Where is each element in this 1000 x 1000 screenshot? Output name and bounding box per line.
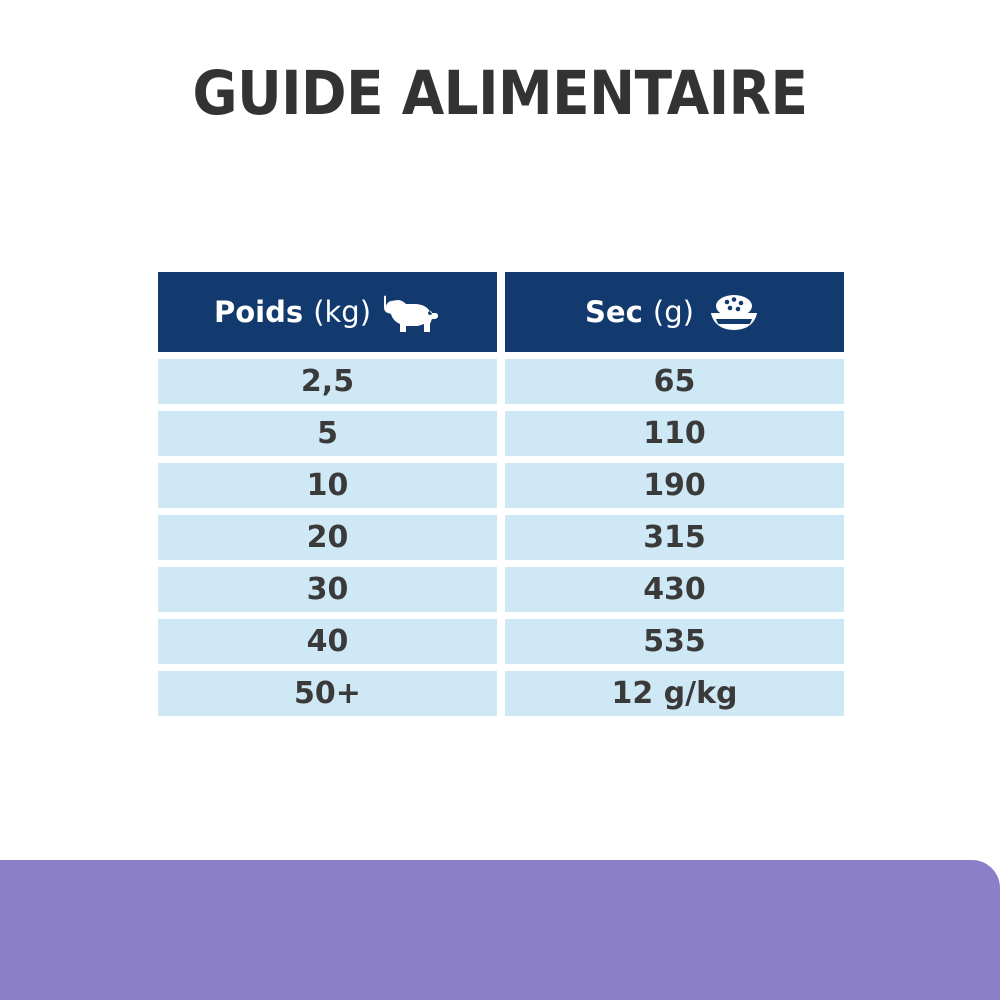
cell-dry: 110	[505, 411, 844, 456]
food-bowl-icon	[704, 289, 764, 335]
cell-dry: 190	[505, 463, 844, 508]
cell-weight: 2,5	[158, 359, 497, 404]
cell-weight: 5	[158, 411, 497, 456]
column-header-weight	[158, 272, 497, 352]
feeding-guide-table	[158, 272, 844, 723]
cell-dry: 535	[505, 619, 844, 664]
table-row	[158, 515, 844, 560]
table-row	[158, 463, 844, 508]
cell-weight: 50+	[158, 671, 497, 716]
dog-icon	[381, 289, 441, 335]
table-row	[158, 411, 844, 456]
bottom-purple-band	[0, 860, 1000, 1000]
cell-dry: 315	[505, 515, 844, 560]
table-row	[158, 359, 844, 404]
cell-dry: 65	[505, 359, 844, 404]
column-header-dry-text: Sec (g)	[585, 295, 694, 329]
cell-dry: 12 g/kg	[505, 671, 844, 716]
page-title: GUIDE ALIMENTAIRE	[192, 58, 808, 129]
cell-weight: 20	[158, 515, 497, 560]
cell-weight: 10	[158, 463, 497, 508]
cell-weight: 40	[158, 619, 497, 664]
table-row	[158, 671, 844, 716]
column-header-dry	[505, 272, 844, 352]
cell-dry: 430	[505, 567, 844, 612]
column-header-weight-text: Poids (kg)	[213, 295, 372, 329]
table-row	[158, 619, 844, 664]
table-header-row	[158, 272, 844, 352]
table-row	[158, 567, 844, 612]
cell-weight: 30	[158, 567, 497, 612]
